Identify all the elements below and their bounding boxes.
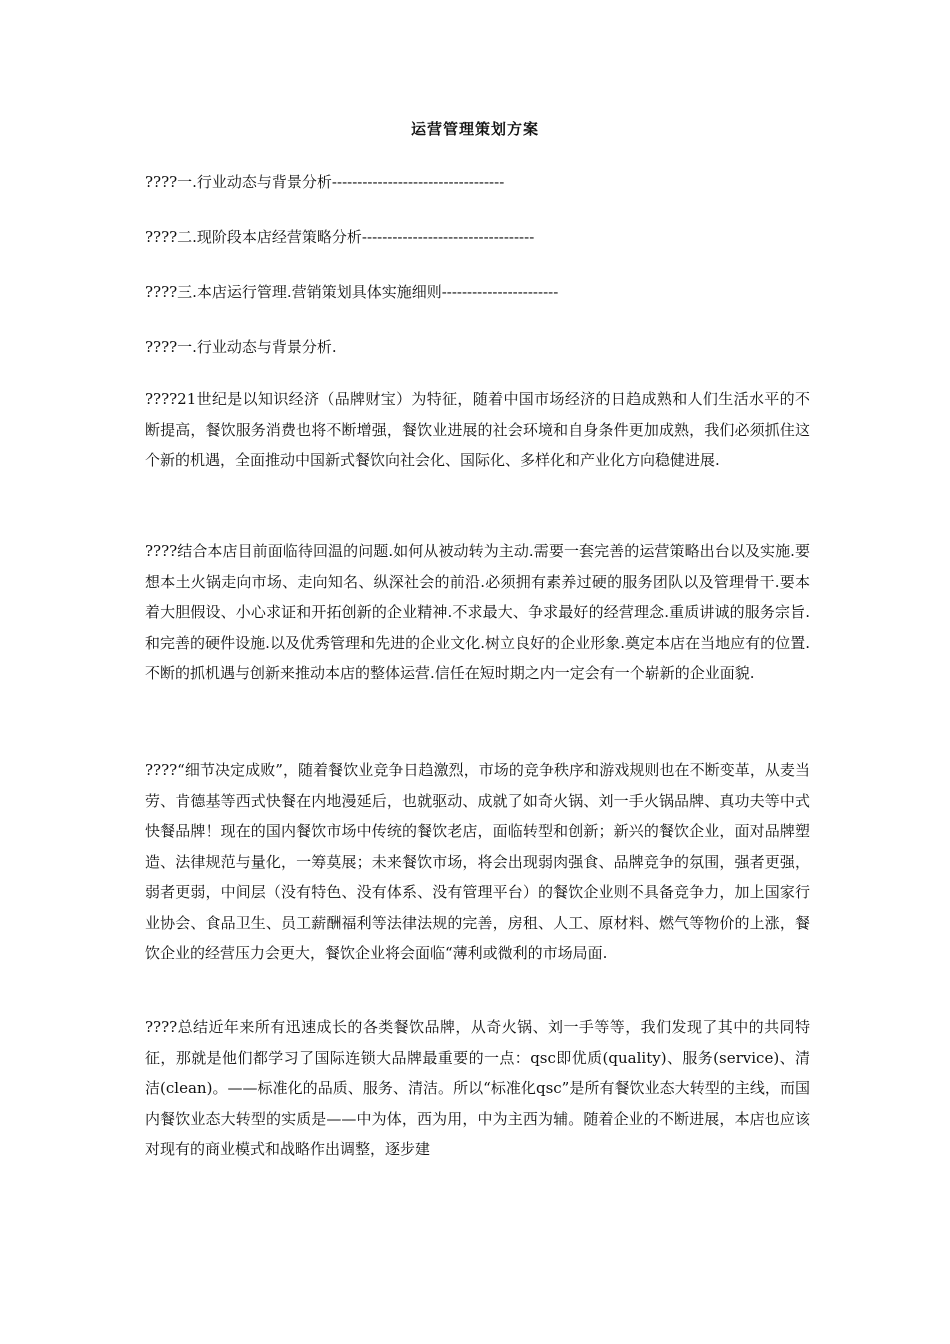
paragraph-3: ????“细节决定成败”，随着餐饮业竞争日趋激烈，市场的竞争秩序和游戏规则也在不断变革，从麦当劳、肯德基等西式快餐在内地漫延后，也就驱动、成就了如奇火锅、刘一手火锅品牌、真功夫等中式快餐品牌！现在的国内餐饮市场中传统的餐饮老店，面临转型和创新；新兴的餐饮企业，面对品牌塑造、法律规范与量化，一筹莫展；未来餐饮市场，将会出现弱肉强食、品牌竞争的氛围，强者更强，弱者更弱，中间层（没有特色、没有体系、没有管理平台）的餐饮企业则不具备竞争力，加上国家行业协会、食品卫生、员工薪酬福利等法律法规的完善，房租、人工、原材料、燃气等物价的上涨，餐饮企业的经营压力会更大，餐饮企业将会面临“薄利或微利的市场局面. <box>145 761 810 962</box>
paragraph-2: ????结合本店目前面临待回温的问题.如何从被动转为主动.需要一套完善的运营策略出台以及实施.要想本土火锅走向市场、走向知名、纵深社会的前沿.必须拥有素养过硬的服务团队以及管理骨干.要本着大胆假设、小心求证和开拓创新的企业精神.不求最大、争求最好的经营理念.重质讲诚的服务宗旨.和完善的硬件设施.以及优秀管理和先进的企业文化.树立良好的企业形象.奠定本店在当地应有的位置.不断的抓机遇与创新来推动本店的整体运营.信任在短时期之内一定会有一个崭新的企业面貌. <box>145 542 810 682</box>
paragraph-1: ????21世纪是以知识经济（品牌财宝）为特征，随着中国市场经济的日趋成熟和人们生活水平的不断提高，餐饮服务消费也将不断增强，餐饮业进展的社会环境和自身条件更加成熟，我们必须抓住这个新的机遇，全面推动中国新式餐饮向社会化、国际化、多样化和产业化方向稳健进展. <box>145 390 810 469</box>
toc-item-1: ????一.行业动态与背景分析---------------------------------- <box>145 173 505 191</box>
section-heading: ????一.行业动态与背景分析. <box>145 338 337 356</box>
document-title: 运营管理策划方案 <box>410 120 539 138</box>
toc-item-2: ????二.现阶段本店经营策略分析---------------------------------- <box>145 228 535 246</box>
paragraph-4: ????总结近年来所有迅速成长的各类餐饮品牌，从奇火锅、刘一手等等，我们发现了其中的共同特征，那就是他们都学习了国际连锁大品牌最重要的一点：qsc即优质(quality)、服务(service)、清洁(clean)。——标准化的品质、服务、清洁。所以“标准化qsc”是所有餐饮业态大转型的主线，而国内餐饮业态大转型的实质是——中为体，西为用，中为主西为辅。随着企业的不断进展，本店也应该对现有的商业模式和战略作出调整，逐步建 <box>145 1018 810 1158</box>
toc-item-3: ????三.本店运行管理.营销策划具体实施细则----------------------- <box>145 283 559 301</box>
